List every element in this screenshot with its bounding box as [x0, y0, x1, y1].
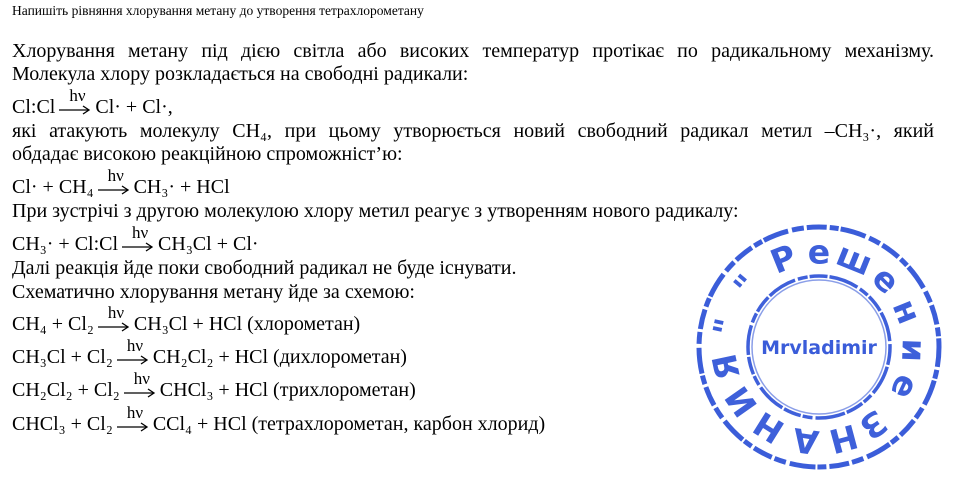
- text-line-3: які атакують молекулу СН₄, при цьому утворюється новий свободний радикал метил –СН₃·, який: [12, 120, 934, 142]
- light-arrow: [97, 166, 131, 198]
- task-title: Напишіть рівняння хлорування метану до утворення тетрахлорометану: [12, 3, 424, 18]
- stamp-letter: н: [884, 293, 930, 330]
- arrow-label: hν: [132, 223, 149, 242]
- stamp-letter: А: [790, 420, 822, 463]
- arrow-label: hν: [126, 336, 143, 355]
- stamp-letter: е: [864, 258, 908, 302]
- stamp-letter: З: [852, 402, 895, 448]
- stamp-letter: и: [894, 338, 934, 363]
- stamp-letter: е: [882, 368, 928, 406]
- reaction-4-left: CH₄ + Cl₂: [12, 313, 94, 335]
- stamp-center-text: Mrvladimir: [761, 337, 877, 359]
- arrow-label: hν: [69, 86, 86, 105]
- arrow-label: hν: [126, 403, 143, 422]
- text-line-6: Далі реакція йде поки свободний радикал не буде існувати.: [12, 257, 517, 279]
- reaction-2-left: Cl· + CH₄: [12, 176, 94, 198]
- light-arrow: [116, 336, 150, 368]
- text-line-4: обдадає високою реакційною спроможніст’ю:: [12, 143, 403, 165]
- reaction-2: [12, 166, 230, 198]
- stamp-seal: [693, 221, 945, 473]
- reaction-5: [12, 336, 407, 368]
- stamp-letter: Н: [825, 416, 862, 462]
- reaction-5-right: CH₂Cl₂ + HCl (дихлорометан): [152, 346, 407, 368]
- light-arrow: [58, 86, 92, 118]
- reaction-1-right: Cl· + Cl·,: [95, 96, 173, 118]
- reaction-3: [12, 223, 259, 255]
- arrow-label: hν: [133, 369, 150, 388]
- text-line-1: Хлорування метану під дією світла або високих температур протікає по радикальному механізму.: [12, 40, 934, 62]
- text-line-2: Молекула хлору розкладається на свободні радикали:: [12, 63, 469, 85]
- reaction-6-left: CH₂Cl₂ + Cl₂: [12, 379, 120, 401]
- light-arrow: [116, 403, 150, 435]
- stamp-letter: Р: [764, 236, 802, 282]
- text-line-7: Схематично хлорування метану йде за схемою:: [12, 281, 415, 303]
- reaction-7-right: CCl₄ + HCl (тетрахлорометан, карбон хлорид): [152, 413, 546, 435]
- reaction-6-right: CHCl₃ + HCl (трихлорометан): [159, 379, 416, 401]
- light-arrow: [121, 223, 155, 255]
- light-arrow: [97, 303, 131, 335]
- stamp-letter: е: [807, 232, 831, 272]
- arrow-label: hν: [107, 166, 124, 185]
- reaction-1: [12, 86, 173, 118]
- reaction-3-right: CH₃Cl + Cl·: [158, 233, 259, 255]
- reaction-1-left: Cl:Cl: [12, 96, 56, 118]
- reaction-5-left: CH₃Cl + Cl₂: [12, 346, 113, 368]
- stamp-letter: ": [725, 266, 767, 306]
- stamp-letter: ": [705, 314, 747, 340]
- stamp-letter: И: [717, 379, 766, 424]
- arrow-label: hν: [107, 303, 125, 322]
- stamp-letter: Н: [746, 403, 791, 452]
- stamp-letter: ш: [831, 234, 879, 284]
- reaction-7-left: CHCl₃ + Cl₂: [12, 413, 113, 435]
- reaction-4: [12, 303, 361, 335]
- reaction-7: [12, 403, 546, 435]
- light-arrow: [123, 369, 157, 401]
- stamp-letter: Я: [704, 350, 748, 384]
- reaction-6: [12, 369, 416, 401]
- reaction-2-right: CH₃· + HCl: [133, 176, 230, 198]
- text-line-5: При зустрічі з другою молекулою хлору метил реагує з утворенням нового радикалу:: [12, 200, 739, 222]
- reaction-4-right: CH₃Cl + HCl (хлорометан): [133, 313, 361, 335]
- reaction-3-left: CH₃· + Cl:Cl: [12, 233, 119, 255]
